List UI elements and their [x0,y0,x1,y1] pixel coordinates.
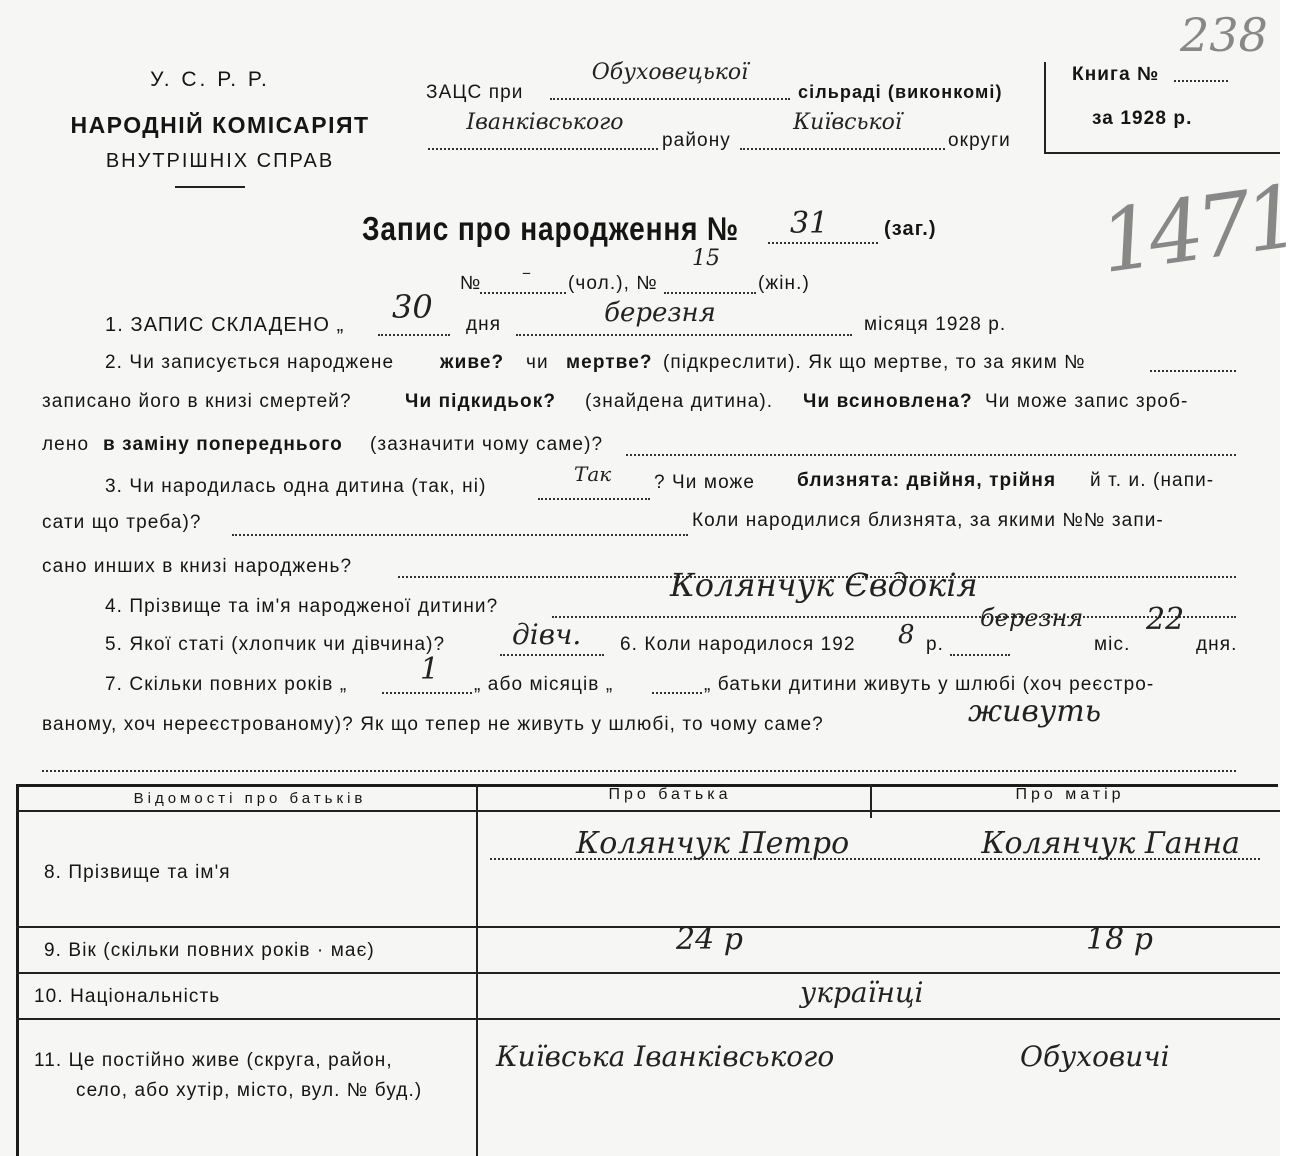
q6-year: 8 [898,620,915,650]
book-number-field [1174,60,1228,82]
q2-text-d: (знайдена дитина). [585,391,774,412]
q1-day-label: дня [466,314,502,335]
book-box-bottom [1044,152,1280,154]
table-col-line-1 [476,784,478,1156]
q3-text-f: сано инших в книзі народжень? [42,556,353,577]
book-number-pencil: 238 [1180,8,1268,62]
q2-or: чи [526,352,549,373]
region-handwritten: Київської [793,110,902,135]
record-suffix: (заг.) [884,218,937,240]
q1-year: місяця 1928 р. [864,314,1007,335]
row-9-mother: 18 р [1086,922,1153,957]
row-10-label: 10. Національність [34,986,221,1007]
table-header-line [16,810,1280,812]
record-title: Запис про народження № [362,210,740,247]
q4-child-name: Колянчук Євдокія [670,566,978,604]
zags-village-handwritten: Обуховецької [591,60,749,85]
district-handwritten: Іванківського [466,110,624,135]
q6-r: р. [926,634,945,655]
q1-label: 1. ЗАПИС СКЛАДЕНО „ [105,314,345,336]
row-11-father: Київська Іванківського [496,1040,835,1073]
female-suffix: (жін.) [758,273,810,294]
female-number-value: 15 [692,246,720,271]
row-9-father: 24 р [676,922,743,957]
row-8-father: Колянчук Петро [576,826,850,861]
state-name: У. С. Р. Р. [150,68,270,91]
q3-twins-field [232,514,688,536]
q7-years: 1 [420,652,440,687]
col-header-mother: Про матір [1015,786,1125,803]
q7-text-c: „ батьки дитини живуть у шлюбі (хоч реєстро- [704,674,1155,695]
q7-text-a: 7. Скільки повних років „ [105,674,348,695]
row-11-mother: Обуховичі [1020,1040,1170,1073]
col-header-info: Відомості про батьків [133,790,367,807]
q2-text-a: 2. Чи записується народжене [105,352,395,373]
q2-text-g: (зазначити чому саме)? [370,434,604,455]
q3-text-c: й т. и. (напи- [1090,470,1215,491]
q6-mis: міс. [1094,634,1131,655]
male-suffix: (чол.), № [568,273,658,294]
q1-month: березня [604,298,716,328]
q2-text-e: Чи може запис зроб- [985,391,1189,412]
q5-sex-answer: дівч. [512,618,582,651]
record-number: 31 [790,206,829,241]
male-number-value: – [522,262,531,283]
table-row-line-2 [16,972,1280,974]
commissariat-subtitle: ВНУТРІШНІХ СПРАВ [105,150,335,172]
q5-label: 5. Якої статі (хлопчик чи дівчина)? [105,634,446,655]
row-11-label-2: село, або хутір, місто, вул. № буд.) [76,1080,423,1101]
q7-text-b: „ або місяців „ [474,674,614,695]
pencil-mark: 1471 [1093,166,1301,294]
zags-suffix: сільраді (виконкомі) [798,82,1003,102]
table-row-line-3 [16,1018,1280,1020]
male-number-label: № [460,273,482,294]
q2-reason-field [626,430,1236,456]
q2-text-b: (підкреслити). Як що мертве, то за яким № [663,352,1086,373]
q2-number-field [1150,350,1236,372]
q2-dead: мертве? [566,352,653,373]
q6-dnya: дня. [1196,634,1238,655]
q6-label: 6. Коли народилося 192 [620,634,856,655]
row-8-mother: Колянчук Ганна [981,826,1240,861]
row-9-label: 9. Вік (скільки повних років · має) [44,940,375,961]
q1-day: 30 [392,288,433,326]
q7-extra-field [42,750,1236,772]
col-header-father: Про батька [608,786,732,803]
q6-r-field [950,632,1010,656]
q2-adopted: Чи всиновлена? [803,391,973,412]
commissariat-title: НАРОДНІЙ КОМІСАРІЯТ [70,112,370,138]
table-col-line-2 [870,784,872,818]
row-11-label-1: 11. Це постійно живе (скруга, район, [34,1050,393,1071]
q2-replace: в заміну попереднього [103,434,343,455]
q2-text-c: записано його в книзі смертей? [42,391,352,412]
q2-foundling: Чи підкидьок? [405,391,557,412]
q3-text-e: Коли народилися близнята, за якими №№ запи- [692,510,1164,531]
book-year: за 1928 р. [1092,108,1193,129]
q7-months-field [652,670,702,694]
row-8-label: 8. Прізвище та ім'я [44,862,231,883]
q3-text-d: сати що треба)? [42,512,202,533]
book-box-left [1044,62,1046,154]
book-label: Книга № [1072,64,1160,85]
district-label: району [662,130,731,151]
q7-answer: живуть [968,694,1102,729]
q2-alive: живе? [440,352,505,373]
zags-prefix: ЗАЦС при [426,82,524,103]
q4-label: 4. Прізвище та ім'я народженої дитини? [105,596,499,617]
q3-text-b: ? Чи може [654,472,755,493]
q3-twins: близнята: двійня, трійня [797,470,1057,491]
female-number-field [664,270,756,294]
region-label: округи [948,130,1011,151]
q3-answer: Так [574,462,612,486]
q7-text-d: ваному, хоч нереєстрованому)? Як що тепер не живуть у шлюбі, то чому саме? [42,714,824,735]
q2-text-f: лено [42,434,90,455]
row-10-nationality: українці [800,976,924,1009]
header-divider [175,186,245,188]
q3-text-a: 3. Чи народилась одна дитина (так, ні) [105,476,487,497]
q6-month: березня [980,604,1084,632]
q6-day: 22 [1146,602,1185,637]
